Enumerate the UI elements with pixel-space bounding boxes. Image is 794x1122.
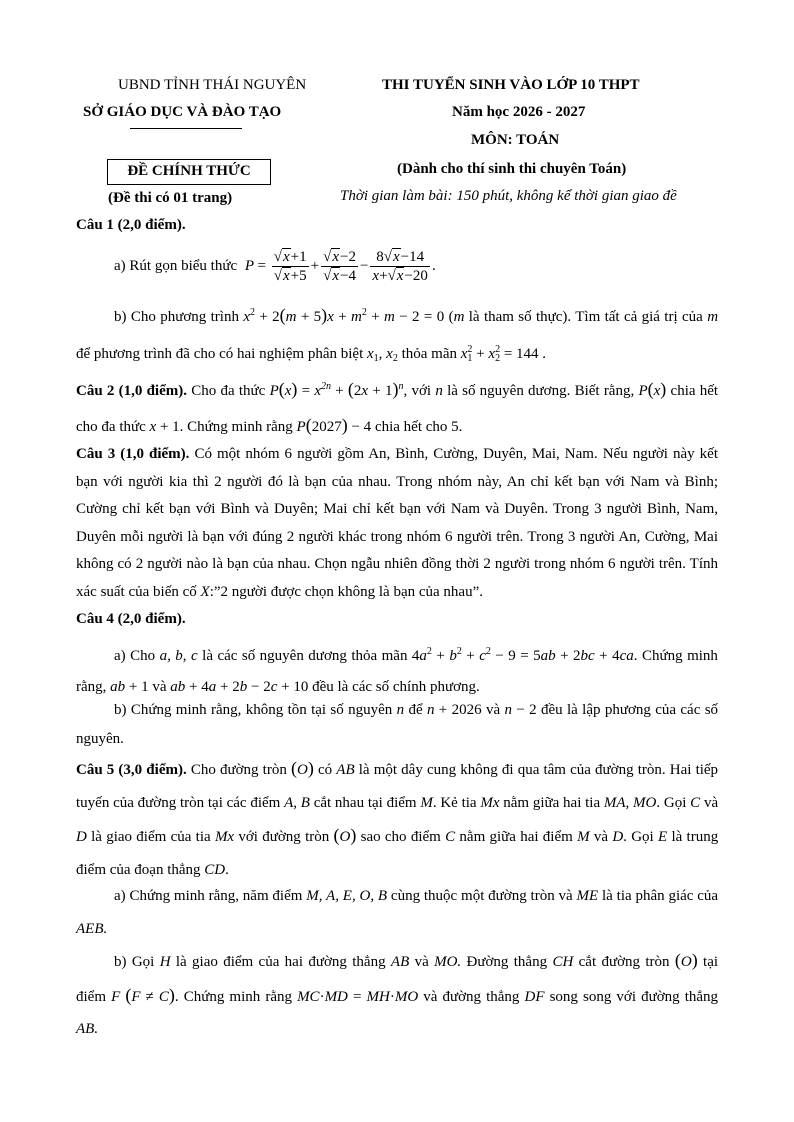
q5b-text-6: tại điểm: [76, 954, 719, 1005]
q5-text-12: nằm giữa hai điểm: [459, 829, 573, 845]
header-left-line2: SỞ GIÁO DỤC VÀ ĐÀO TẠO: [83, 104, 282, 120]
q5-text-1: Cho đường tròn: [190, 762, 287, 778]
q2-text-6: chia hết cho 5.: [374, 419, 463, 435]
q5-text-10: với đường tròn: [238, 829, 330, 845]
q5b-text-8: và đường thẳng: [423, 988, 520, 1005]
q1a-expression: P = $\frac{√x+1}{√x+5}$ + $\frac{√x-2}{√x-4}$ − $\frac{8√x-14}{x+√x-20}$ .: [244, 249, 436, 285]
q5b-text-7: . Chứng minh rằng: [174, 988, 292, 1005]
q5b-text-4: Đường thẳng: [466, 954, 548, 970]
q4a-text-3: . Chứng minh rằng,: [76, 648, 718, 695]
q5a-text-3: là tia phân giác của: [602, 888, 719, 904]
q4b-paragraph: b) Chứng minh rằng, không tồn tại số nguyên n để n + 2026 và n − 2 đều là lập phương của các số nguyên.: [76, 702, 719, 747]
q4b-text-4: đều là lập phương của các số nguyên.: [76, 702, 719, 747]
q5-text-11: sao cho điểm: [360, 829, 441, 845]
q5-text-5: . Kẻ tia: [432, 794, 477, 811]
q5-text-15: là trung điểm của đoạn thẳng: [76, 829, 719, 878]
q4a-text-4: và: [152, 679, 167, 695]
q4a-text-2: là các số nguyên dương thỏa mãn: [202, 648, 408, 664]
q4b-text-3: và: [485, 702, 501, 718]
header-right-line3: MÔN: TOÁN: [471, 132, 560, 148]
header-left-underline: [130, 128, 242, 129]
q2-text-2: , với: [403, 383, 432, 399]
header-right-line1: THI TUYỂN SINH VÀO LỚP 10 THPT: [382, 77, 640, 93]
q1a-lead: a) Rút gọn biểu thức: [114, 258, 238, 274]
q4a-paragraph: a) Cho a, b, c là các số nguyên dương thỏa mãn $4a^2 + b^2 + c^2 - 9 = 5ab + 2bc + 4ca$. Chứng minh rằng, ab + 1 và ab + 4a + 2b − 2c + 10 đều là các số chính phương.: [76, 646, 718, 695]
q5-text-4: cắt nhau tại điểm: [313, 794, 417, 811]
header-left-line1: UBND TỈNH THÁI NGUYÊN: [118, 77, 307, 93]
q5-title: Câu 5 (3,0 điểm).: [76, 762, 187, 778]
q5-text-2: có: [317, 762, 333, 778]
q5-text-9: là giao điểm của tia: [91, 829, 211, 845]
q3-title: Câu 3 (1,0 điểm).: [76, 446, 190, 462]
q5b-text-1: b) Gọi: [114, 954, 155, 970]
q5b-paragraph: b) Gọi H là giao điểm của hai đường thẳng AB và MO. Đường thẳng CH cắt đường tròn (O) tại điểm F (F ≠ C). Chứng minh rằng MC·MD = MH·MO và đường thẳng DF song song với đường thẳng AB.: [76, 950, 719, 1037]
q5-text-14: . Gọi: [623, 829, 654, 845]
header-right-line4: (Dành cho thí sinh thi chuyên Toán): [397, 161, 627, 177]
q5b-text-2: là giao điểm của hai đường thẳng: [175, 954, 386, 970]
q4b-text-1: b) Chứng minh rằng, không tồn tại số nguyên: [114, 702, 393, 718]
q1b-text-a: của: [682, 309, 703, 325]
q2-text-3: là số nguyên dương. Biết rằng,: [447, 383, 635, 399]
q5a-text-2: cùng thuộc một đường tròn và: [390, 888, 573, 904]
q4a-text-1: a) Cho: [114, 648, 156, 664]
q3-event: :”2 người được chọn không là bạn của nhau”.: [209, 583, 483, 600]
q2-text-1: Cho đa thức: [191, 383, 266, 399]
q2-paragraph: Câu 2 (1,0 điểm). Cho đa thức $P(x) = x^{2n} + (2x + 1)^n$, với n là số nguyên dương. Biết rằng, P(x) chia hết cho đa thức x + 1. Chứng minh rằng P(2027) − 4 chia hết cho 5.: [76, 379, 719, 435]
q1b-mid: là tham số thực). Tìm tất cả giá trị: [468, 309, 678, 325]
q5-paragraph: Câu 5 (3,0 điểm). Cho đường tròn (O) có AB là một dây cung không đi qua tâm của đường tròn. Hai tiếp tuyến của đường tròn tại các điểm A, B cắt nhau tại điểm M. Kẻ tia Mx nằm giữa hai tia MA, MO. Gọi C và D là giao điểm của tia Mx với đường tròn (O) sao cho điểm C nằm giữa hai điểm M và D. Gọi E là trung điểm của đoạn thẳng CD.: [76, 758, 719, 878]
q2-text-4: chia hết cho đa thức: [76, 383, 719, 435]
official-label: ĐỀ CHÍNH THỨC: [107, 159, 271, 185]
q4-title: Câu 4 (2,0 điểm).: [76, 611, 186, 627]
q1-title: Câu 1 (2,0 điểm).: [76, 217, 186, 233]
q1a-line: [114, 244, 436, 288]
q5b-text-5: cắt đường tròn: [578, 954, 670, 970]
pages-note: (Đề thi có 01 trang): [108, 190, 233, 206]
header-right-line5: Thời gian làm bài: 150 phút, không kể thời gian giao đề: [340, 188, 677, 204]
q1b-text-b: để phương trình đã cho có hai nghiệm phân biệt: [76, 345, 364, 362]
q1b-equation: $x^2 + 2(m + 5)x + m^2 + m - 2 = 0$: [243, 305, 445, 325]
q2-text-5: . Chứng minh rằng: [179, 419, 293, 435]
q3-body: Có một nhóm 6 người gồm An, Bình, Cường, Duyên, Mai, Nam. Nếu người này kết bạn với người kia thì 2 người đó là bạn của nhau. Trong nhóm này, An chỉ kết bạn với Nam và Bình; Cường chỉ kết bạn với Bình và Duyên; Mai chỉ kết bạn với Nam và Duyên. Trong 3 người Bình, Nam, Duyên mỗi người là bạn với đúng 2 người khác trong nhóm 6 người trên. Trong 3 người An, Cường, Mai không có 2 người nào là bạn của nhau. Chọn ngẫu nhiên đồng thời 2 người trong nhóm 6 người trên. Tính xác suất của biến cố: [76, 446, 719, 600]
q5b-text-3: và: [414, 954, 429, 970]
q3-paragraph: Câu 3 (1,0 điểm). Có một nhóm 6 người gồm An, Bình, Cường, Duyên, Mai, Nam. Nếu người này kết bạn với người kia thì 2 người đó là bạn của nhau. Trong nhóm này, An chỉ kết bạn với Nam và Bình; Cường chỉ kết bạn với Bình và Duyên; Mai chỉ kết bạn với Nam và Duyên. Trong 3 người Bình, Nam, Duyên mỗi người là bạn với đúng 2 người khác trong nhóm 6 người trên. Trong 3 người An, Cường, Mai không có 2 người nào là bạn của nhau. Chọn ngẫu nhiên đồng thời 2 người trong nhóm 6 người trên. Tính xác suất của biến cố X:”2 người được chọn không là bạn của nhau”.: [76, 446, 719, 600]
q4a-text-5: đều là các số chính phương.: [312, 679, 480, 695]
q5a-paragraph: a) Chứng minh rằng, năm điểm M, A, E, O, B cùng thuộc một đường tròn và ME là tia phân giác của AEB.: [76, 888, 719, 937]
q5-text-8: và: [703, 794, 719, 811]
q5-text-13: và: [593, 829, 609, 845]
header-right-line2: Năm học 2026 - 2027: [452, 104, 586, 120]
q5a-text-1: a) Chứng minh rằng, năm điểm: [114, 888, 303, 904]
q1b-paragraph: b) Cho phương trình $x^2 + 2(m + 5)x + m^2 + m - 2 = 0$ (m là tham số thực). Tìm tất cả giá trị của m để phương trình đã cho có hai nghiệm phân biệt $x_1$, $x_2$ thỏa mãn $x_1^2 + x_2^2 = 144$ .: [76, 305, 719, 364]
q4b-text-2: để: [408, 702, 423, 718]
q1b-lead: b) Cho phương trình: [114, 309, 239, 325]
q5-text-3: là một dây cung không đi qua tâm của đường tròn. Hai tiếp tuyến của đường tròn tại các điểm: [76, 762, 719, 811]
q2-title: Câu 2 (1,0 điểm).: [76, 383, 188, 399]
q5b-text-9: song song với đường thẳng: [549, 988, 719, 1005]
q1b-text-c: thỏa mãn: [401, 345, 457, 362]
q5-text-7: . Gọi: [656, 794, 687, 811]
q5-text-6: nằm giữa hai tia: [503, 794, 601, 811]
